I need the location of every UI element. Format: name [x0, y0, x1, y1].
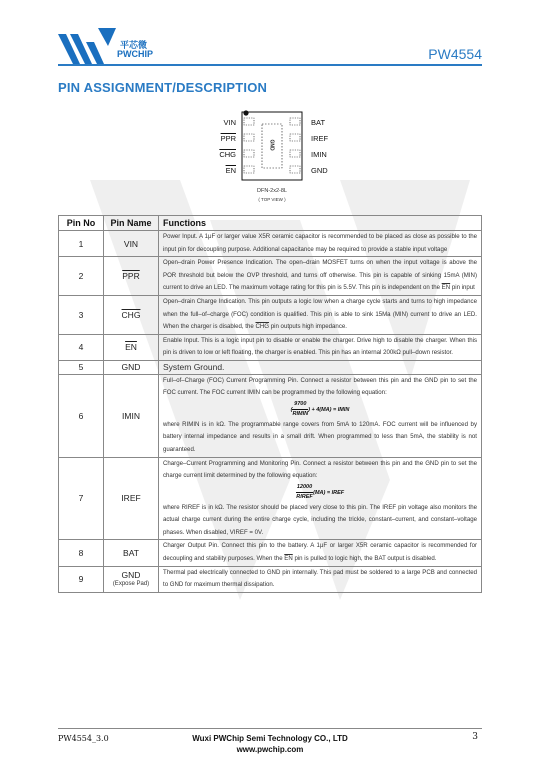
pin-function-text: Full–of–Charge (FOC) Current Programming Pin. Connect a resistor between this pin and the GND pin to set the FOC current. The FOC current IMIN can be programmed by the following equation: — [163, 376, 477, 397]
table-row — [59, 295, 482, 334]
pin-name: VIN — [104, 231, 159, 257]
pin-name: GND — [121, 570, 141, 581]
pin-no: 6 — [59, 374, 104, 457]
header-divider — [58, 64, 482, 66]
pin-no: 8 — [59, 540, 104, 566]
pin-name: GND — [104, 360, 159, 374]
table-row — [59, 360, 482, 374]
pin-label-chg: $\overline{CHG}$ — [219, 150, 236, 159]
logo-english-text: PWCHIP — [117, 49, 153, 59]
logo-chinese-text: 平芯微 — [120, 40, 148, 50]
chg-overline-text: $\overline{CHG}$ — [255, 323, 270, 331]
pin-label-imin: IMIN — [311, 150, 327, 159]
part-number: PW4554 — [428, 46, 482, 62]
table-header-row — [59, 216, 482, 231]
footer-doc-id: PW4554_3.0 — [58, 734, 109, 743]
equation-numerator: 9700 — [292, 400, 308, 410]
table-row — [59, 257, 482, 296]
pin-no: 7 — [59, 457, 104, 540]
pin-label-ppr: $\overline{PPR}$ — [220, 134, 236, 143]
equation-denominator: RIREF — [296, 493, 313, 500]
pin-function-text: Open–drain Power Presence Indication. The open–drain MOSFET turns on when the input voltage is above the POR threshold but below the OVP threshold, and turns off otherwise. This pin is capable of sinking 15mA (MIN) current to drive an LED. The maximum voltage rating for this pin is 5.5V. This pin is independent on the — [163, 259, 477, 292]
pin-name-subtitle: (Expose Pad) — [112, 581, 150, 588]
pin-name: BAT — [104, 540, 159, 566]
en-overline-text: $\overline{EN}$ — [441, 284, 451, 292]
pin-no: 9 — [59, 566, 104, 592]
pin-function-text-end: pin input — [450, 284, 475, 292]
pin-label-iref: IREF — [311, 134, 329, 143]
pin-function-text: Open–drain Charge Indication. This pin outputs a logic low when a charge cycle starts and turns to high impedance when the full–of–charge (FOC) condition is qualified. This pin is able to sink 15Ma (MIN) current to drive an LED. When the charger is disabled, the — [163, 297, 477, 331]
header-pin-name: Pin Name — [104, 216, 159, 231]
package-caption: DFN-2x2-8L — [257, 188, 287, 194]
footer-company: Wuxi PWChip Semi Technology CO., LTD — [192, 734, 348, 743]
pin-label-en: $\overline{EN}$ — [225, 166, 236, 175]
pin-no: 3 — [59, 295, 104, 334]
pwchip-logo-icon — [58, 28, 178, 68]
table-row — [59, 231, 482, 257]
pin-function: Power Input. A 1μF or larger value X5R ceramic capacitor is recommended to be placed as close as possible to the input pin for decoupling purpose. Additional capacitance may be required to provide a stable input voltage — [159, 231, 482, 257]
pin-function-text: Charge–Current Programming and Monitoring Pin. Connect a resistor between this pin and the GND pin to set the charge current limit determined by the following equation: — [163, 459, 477, 480]
pin-no: 2 — [59, 257, 104, 296]
footer-website[interactable]: www.pwchip.com — [236, 745, 304, 754]
pin-name-cell — [104, 566, 159, 592]
table-row — [59, 457, 482, 540]
equation-rest: + 4(MA) = IMIN — [309, 406, 350, 413]
table-row — [59, 540, 482, 566]
pkg-center-label: GND — [268, 139, 275, 151]
header-pin-no: Pin No — [59, 216, 104, 231]
pin-label-vin: VIN — [223, 118, 236, 127]
imin-equation: ( $\frac{9700}{\text{RIMIN}}$ ) + 4(MA) = IMIN — [290, 400, 350, 417]
equation-denominator: RIMIN — [292, 410, 309, 417]
pin-function: Enable Input. This is a logic input pin to disable or enable the charger. Drive high to disable the charger. When this pin is driven to low or left floating, the charger is enabled. This pin has an internal 200kΩ pull–down resistor. — [159, 334, 482, 360]
footer-divider — [58, 728, 482, 729]
en-overline-text: $\overline{EN}$ — [284, 555, 293, 563]
pin-function-text-end: where RIREF is in kΩ. The resistor should be placed very close to this pin. The IREF pin voltage also monitors the actual charge current during the entire charge cycle, including the trickle, constant–current, and constant–voltage phases. When disabled, VIREF = 0V. — [163, 503, 477, 536]
pin-name: $\overline{CHG}$ — [104, 295, 159, 334]
equation-numerator: 12000 — [296, 483, 313, 493]
pin-label-gnd: GND — [311, 166, 328, 175]
pin-no: 4 — [59, 334, 104, 360]
pin-function — [159, 257, 482, 296]
pin-function — [159, 457, 482, 540]
pin-function — [159, 295, 482, 334]
table-row — [59, 566, 482, 592]
pin-function-text: Charger Output Pin. Connect this pin to the battery. A 1μF or larger X5R ceramic capacitor is recommended for decoupling and stability purposes. When the — [163, 542, 477, 563]
table-row — [59, 374, 482, 457]
pin-function — [159, 540, 482, 566]
header-functions: Functions — [159, 216, 482, 231]
pin-no: 5 — [59, 360, 104, 374]
section-title: PIN ASSIGNMENT/DESCRIPTION — [58, 80, 268, 95]
pin-function — [159, 374, 482, 457]
equation-rest: (MA) = IREF — [313, 489, 345, 496]
pin-name: $\overline{PPR}$ — [104, 257, 159, 296]
pin-function: Thermal pad electrically connected to GND pin internally. This pad must be soldered to a large PCB and connected to GND for maximum thermal dissipation. — [159, 566, 482, 592]
pin-function-text-end: pin outputs high impedance. — [269, 323, 347, 331]
pin-description-table — [58, 215, 482, 593]
pin-name: IREF — [104, 457, 159, 540]
table-row — [59, 334, 482, 360]
iref-equation — [163, 483, 477, 502]
footer-page-number: 3 — [472, 732, 478, 742]
pin-name: IMIN — [104, 374, 159, 457]
pin-no: 1 — [59, 231, 104, 257]
package-view-label: ( TOP VIEW ) — [258, 197, 286, 202]
pin-name: $\overline{EN}$ — [104, 334, 159, 360]
pin-label-bat: BAT — [311, 118, 326, 127]
pin-function: System Ground. — [159, 360, 482, 374]
pin-function-text-end: where RIMIN is in kΩ. The programmable range covers from 5mA to 120mA. FOC current will be influenced by battery internal impedance and results in a small drift. When programmed to less than 5mA, the stability is not guaranteed. — [163, 420, 477, 453]
pin-function-text-end: pin is pulled to logic high, the BAT output is disabled. — [292, 555, 437, 563]
